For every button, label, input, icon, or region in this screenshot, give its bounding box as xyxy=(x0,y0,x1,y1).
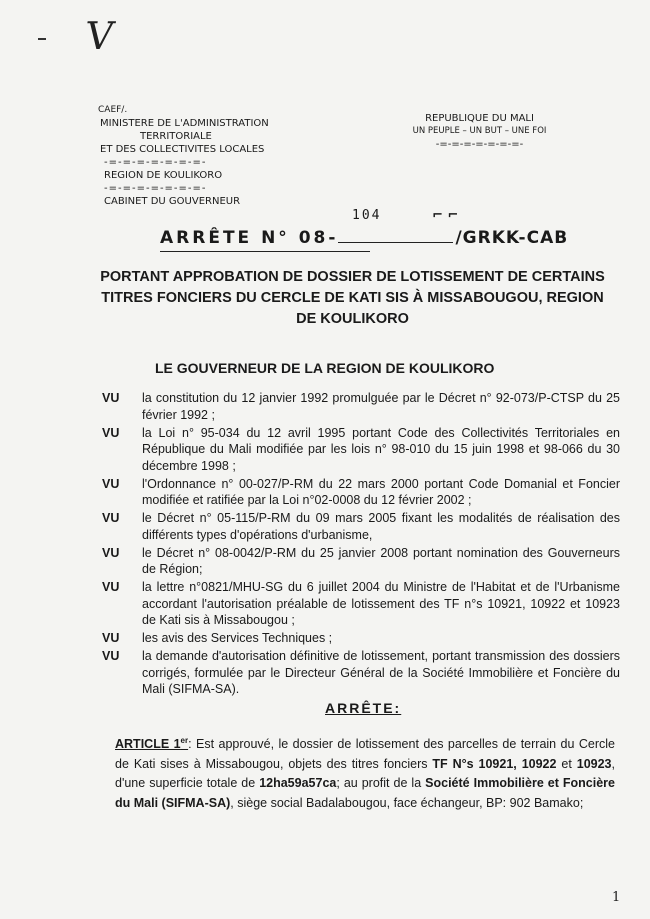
header-right-separator: -=-=-=-=-=-=-=- xyxy=(435,139,524,150)
article-text: : Est approuvé, le dossier de lotissement des parcelles de terrain du Cercle de Kati sises à Missabougou, objets des titres fonciers xyxy=(115,737,615,771)
arrete-heading: ARRÊTE: xyxy=(325,700,402,716)
national-motto: UN PEUPLE – UN BUT – UNE FOI xyxy=(412,126,547,136)
vu-item xyxy=(102,476,620,509)
article-1 xyxy=(115,731,615,813)
ministry-line-2: TERRITORIALE xyxy=(140,131,212,142)
number-stamp: ⌐ ⌐ xyxy=(432,208,459,223)
decree-title-prefix: ARRÊTE N° 08- xyxy=(160,228,339,248)
vu-text: le Décret n° 08-0042/P-RM du 25 janvier 2008 portant nomination des Gouverneurs de Région; xyxy=(142,545,620,576)
decree-title-suffix: /GRKK-CAB xyxy=(455,228,569,248)
vu-item xyxy=(102,648,620,698)
governor-heading: LE GOUVERNEUR DE LA REGION DE KOULIKORO xyxy=(155,360,495,376)
vu-item xyxy=(102,579,620,629)
vu-label: VU xyxy=(102,425,120,440)
decree-number: 104 xyxy=(352,208,382,223)
vu-list xyxy=(102,390,620,699)
ink-dash xyxy=(38,38,46,40)
country-name: REPUBLIQUE DU MALI xyxy=(425,113,534,124)
vu-label: VU xyxy=(102,631,120,645)
decree-title xyxy=(160,228,568,248)
vu-text: la lettre n°0821/MHU-SG du 6 juillet 2004 du Ministre de l'Habitat et de l'Urbanisme accordant l'autorisation préalable de lotissement des TF n°s 10921, 10922 et 10923 de Kati sis à Missabougou ; xyxy=(142,580,620,627)
header-separator-2: -=-=-=-=-=-=-=- xyxy=(104,183,207,194)
vu-item xyxy=(102,510,620,543)
header-right xyxy=(412,112,547,151)
ministry-line-3: ET DES COLLECTIVITES LOCALES xyxy=(100,144,265,155)
cabinet-name: CABINET DU GOUVERNEUR xyxy=(104,196,241,207)
vu-item xyxy=(102,545,620,578)
vu-text: l'Ordonnance n° 00-027/P-RM du 22 mars 2000 portant Code Domanial et Foncier modifiée et ratifiée par la Loi n°02-0008 du 12 février 2002 ; xyxy=(142,476,620,507)
vu-item xyxy=(102,390,620,423)
article-text-profit: ; au profit de la xyxy=(336,776,426,791)
caef-ref: CAEF/. xyxy=(98,105,128,115)
vu-label: VU xyxy=(102,511,120,525)
vu-label: VU xyxy=(102,545,120,560)
vu-item xyxy=(102,425,620,475)
article-text-address: , siège social Badalabougou, face échangeur, BP: 902 Bamako; xyxy=(230,795,584,810)
vu-item xyxy=(102,630,620,647)
company-name: Société Immobilière et Foncière du Mali (SIFMA-SA) xyxy=(115,776,615,810)
vu-label: VU xyxy=(102,580,120,594)
header-separator: -=-=-=-=-=-=-=- xyxy=(104,157,207,168)
region-name: REGION DE KOULIKORO xyxy=(104,170,223,181)
article-text-area: , d'une superficie totale de xyxy=(115,756,615,791)
number-blank xyxy=(338,241,453,243)
title-underline xyxy=(160,251,370,252)
header-left xyxy=(100,104,269,208)
title-deed-numbers: TF N°s 10921, 10922 xyxy=(432,756,557,771)
article-label: ARTICLE 1er xyxy=(115,736,189,752)
vu-text: la constitution du 12 janvier 1992 promulguée par le Décret n° 92-073/P-CTSP du 25 février 1992 ; xyxy=(142,391,620,422)
vu-label: VU xyxy=(102,649,120,663)
vu-text: le Décret n° 05-115/P-RM du 09 mars 2005 fixant les modalités de réalisation des différents types d'opérations d'urbanisme, xyxy=(142,511,620,542)
title-deed-number-3: 10923 xyxy=(576,756,612,771)
decree-subject: PORTANT APPROBATION DE DOSSIER DE LOTISSEMENT DE CERTAINS TITRES FONCIERS DU CERCLE DE KATI SIS À MISSABOUGOU, REGION DE KOULIKORO xyxy=(100,269,605,327)
handwritten-mark: V xyxy=(82,14,117,58)
vu-text: les avis des Services Techniques ; xyxy=(142,631,333,645)
ministry-line-1: MINISTERE DE L'ADMINISTRATION xyxy=(100,118,269,129)
total-area: 12ha59a57ca xyxy=(259,776,337,791)
article-text-and: et xyxy=(556,756,577,771)
vu-label: VU xyxy=(102,476,120,491)
vu-label: VU xyxy=(102,391,120,405)
vu-text: la demande d'autorisation définitive de lotissement, portant transmission des dossiers corrigés, formulée par le Directeur Général de la Société Immobilière et Foncière du Mali (SIFMA-SA). xyxy=(142,649,620,696)
vu-text: la Loi n° 95-034 du 12 avril 1995 portant Code des Collectivités Territoriales en République du Mali modifiée par les lois n° 98-010 du 15 juin 1998 et 98-066 du 30 décembre 1998 ; xyxy=(142,425,620,473)
page-number: 1 xyxy=(612,890,621,905)
